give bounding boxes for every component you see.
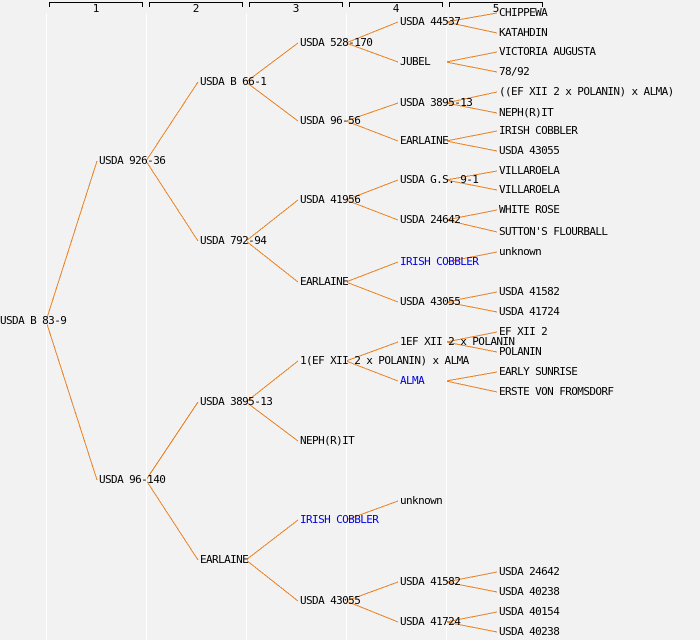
- tree-node: IRISH COBBLER: [499, 124, 578, 137]
- generation-bracket: [249, 0, 343, 14]
- generation-label: 4: [392, 2, 400, 15]
- tree-node: 1(EF XII 2 x POLANIN) x ALMA: [300, 354, 469, 367]
- generation-label: 5: [492, 2, 500, 15]
- pedigree-edge: [146, 161, 198, 241]
- pedigree-edge: [446, 52, 497, 62]
- tree-node: USDA 40238: [499, 625, 560, 638]
- tree-node: 78/92: [499, 65, 530, 78]
- column-separator: [246, 13, 247, 640]
- tree-node: USDA 96-56: [300, 114, 361, 127]
- generation-label: 3: [292, 2, 300, 15]
- tree-node: EARLAINE: [300, 275, 349, 288]
- tree-node: USDA 41582: [499, 285, 560, 298]
- pedigree-edge: [446, 131, 497, 141]
- tree-node: WHITE ROSE: [499, 203, 560, 216]
- tree-node: USDA 40154: [499, 605, 560, 618]
- tree-node: VILLAROELA: [499, 183, 560, 196]
- tree-node: USDA 40238: [499, 585, 560, 598]
- tree-node: USDA 3895-13: [200, 395, 273, 408]
- tree-node: USDA G.S. 9-1: [400, 173, 479, 186]
- pedigree-edge: [246, 241, 298, 282]
- tree-node: USDA 926-36: [99, 154, 166, 167]
- tree-node: USDA B 66-1: [200, 75, 267, 88]
- tree-node: EF XII 2: [499, 325, 548, 338]
- pedigree-edge: [146, 82, 198, 161]
- generation-label: 2: [192, 2, 200, 15]
- tree-node-link[interactable]: IRISH COBBLER: [300, 513, 379, 526]
- generation-bracket: [349, 0, 443, 14]
- tree-node-link[interactable]: ALMA: [400, 374, 425, 387]
- pedigree-edge: [446, 141, 497, 151]
- generation-label: 1: [92, 2, 100, 15]
- tree-node: EARLAINE: [400, 134, 449, 147]
- tree-node: USDA 43055: [400, 295, 461, 308]
- tree-node: USDA 96-140: [99, 473, 166, 486]
- tree-node: USDA 43055: [499, 144, 560, 157]
- tree-node: USDA 44537: [400, 15, 461, 28]
- generation-bracket: [49, 0, 143, 14]
- tree-node: VILLAROELA: [499, 164, 560, 177]
- pedigree-edge: [146, 480, 198, 560]
- tree-node: POLANIN: [499, 345, 542, 358]
- pedigree-edge: [346, 282, 398, 302]
- tree-node: KATAHDIN: [499, 26, 548, 39]
- tree-node: EARLY SUNRISE: [499, 365, 578, 378]
- tree-node: USDA 41582: [400, 575, 461, 588]
- pedigree-edge: [346, 262, 398, 282]
- tree-node: unknown: [499, 245, 542, 258]
- tree-node: JUBEL: [400, 55, 431, 68]
- pedigree-edge: [446, 381, 497, 392]
- tree-node: USDA 43055: [300, 594, 361, 607]
- tree-node: SUTTON'S FLOURBALL: [499, 225, 608, 238]
- tree-node: unknown: [400, 494, 443, 507]
- pedigree-edge: [446, 372, 497, 381]
- column-separator: [346, 13, 347, 640]
- pedigree-edge: [246, 520, 298, 560]
- tree-node: USDA 24642: [499, 565, 560, 578]
- tree-node: USDA 41956: [300, 193, 361, 206]
- tree-node-link[interactable]: IRISH COBBLER: [400, 255, 479, 268]
- tree-node: USDA 528-170: [300, 36, 373, 49]
- pedigree-edge: [246, 560, 298, 601]
- tree-node: USDA 41724: [499, 305, 560, 318]
- pedigree-edge: [46, 321, 97, 480]
- tree-node: NEPH(R)IT: [300, 434, 355, 447]
- tree-node: USDA 24642: [400, 213, 461, 226]
- tree-node: EARLAINE: [200, 553, 249, 566]
- pedigree-edge: [446, 62, 497, 72]
- tree-node: NEPH(R)IT: [499, 106, 554, 119]
- tree-node: 1EF XII 2 x POLANIN: [400, 335, 515, 348]
- tree-node: ERSTE VON FROMSDORF: [499, 385, 614, 398]
- tree-node: USDA 3895-13: [400, 96, 473, 109]
- column-separator: [146, 13, 147, 640]
- pedigree-edge: [46, 161, 97, 321]
- tree-node: ((EF XII 2 x POLANIN) x ALMA): [499, 85, 674, 98]
- tree-node: VICTORIA AUGUSTA: [499, 45, 596, 58]
- tree-node: USDA 792-94: [200, 234, 267, 247]
- tree-node: USDA B 83-9: [0, 314, 67, 327]
- tree-node: USDA 41724: [400, 615, 461, 628]
- pedigree-edge: [146, 402, 198, 480]
- generation-bracket: [149, 0, 243, 14]
- tree-node: CHIPPEWA: [499, 6, 548, 19]
